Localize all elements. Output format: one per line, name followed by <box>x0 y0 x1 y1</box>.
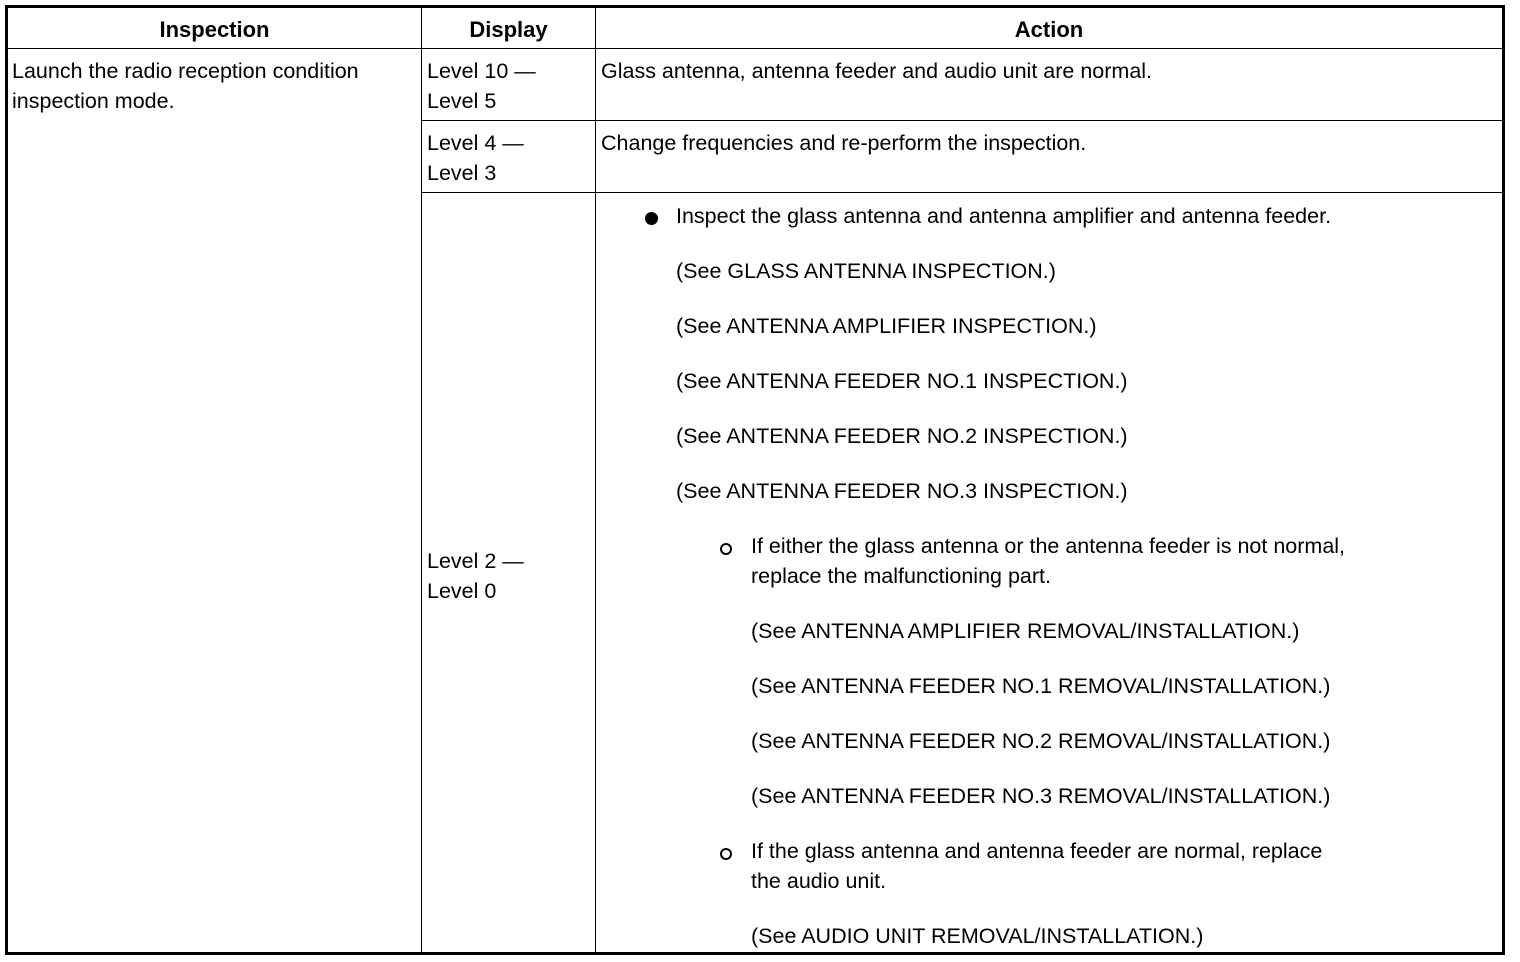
sub2-ref: (See AUDIO UNIT REMOVAL/INSTALLATION.) <box>751 924 1204 948</box>
row3-bullet-text: Inspect the glass antenna and antenna amplifier and antenna feeder. <box>676 204 1332 228</box>
sub1-ref-item: (See ANTENNA AMPLIFIER REMOVAL/INSTALLATION.) <box>751 619 1300 643</box>
sub1-ref-item: (See ANTENNA FEEDER NO.2 REMOVAL/INSTALLATION.) <box>751 729 1331 753</box>
row1-action: Glass antenna, antenna feeder and audio unit are normal. <box>601 59 1153 83</box>
sub2-text-line2: the audio unit. <box>751 869 887 893</box>
see-ref-item: (See ANTENNA FEEDER NO.3 INSPECTION.) <box>676 479 1128 503</box>
header-inspection: Inspection <box>159 17 270 42</box>
row2-display-line1: Level 4 — <box>427 131 524 155</box>
row-divider-1 <box>421 120 1502 121</box>
inspection-text-line1: Launch the radio reception condition <box>12 59 359 83</box>
row2-action: Change frequencies and re-perform the inspection. <box>601 131 1087 155</box>
sub2-text-line1: If the glass antenna and antenna feeder are normal, replace <box>751 839 1323 863</box>
sub1-ref-item: (See ANTENNA FEEDER NO.3 REMOVAL/INSTALLATION.) <box>751 784 1331 808</box>
row3-display-line1: Level 2 — <box>427 549 524 573</box>
row1-display-line1: Level 10 — <box>427 59 536 83</box>
inspection-text-line2: inspection mode. <box>12 89 175 113</box>
sub1-text-line1: If either the glass antenna or the antenna feeder is not normal, <box>751 534 1346 558</box>
sub-bullet-circle-icon <box>720 848 732 860</box>
see-ref-item: (See ANTENNA FEEDER NO.2 INSPECTION.) <box>676 424 1128 448</box>
row-divider-2 <box>421 192 1502 193</box>
sub-bullet-circle-icon <box>720 543 732 555</box>
row1-display-line2: Level 5 <box>427 89 497 113</box>
sub1-ref-item: (See ANTENNA FEEDER NO.1 REMOVAL/INSTALLATION.) <box>751 674 1331 698</box>
see-ref-item: (See ANTENNA AMPLIFIER INSPECTION.) <box>676 314 1097 338</box>
bullet-dot-icon <box>645 212 658 225</box>
inspection-table <box>5 5 1505 955</box>
column-divider-1 <box>421 8 422 952</box>
see-ref-item: (See GLASS ANTENNA INSPECTION.) <box>676 259 1056 283</box>
header-display: Display <box>469 17 548 42</box>
header-action: Action <box>1014 17 1084 42</box>
row2-display-line2: Level 3 <box>427 161 497 185</box>
sub1-text-line2: replace the malfunctioning part. <box>751 564 1051 588</box>
see-ref-item: (See ANTENNA FEEDER NO.1 INSPECTION.) <box>676 369 1128 393</box>
row3-display-line2: Level 0 <box>427 579 497 603</box>
column-divider-2 <box>595 8 596 952</box>
